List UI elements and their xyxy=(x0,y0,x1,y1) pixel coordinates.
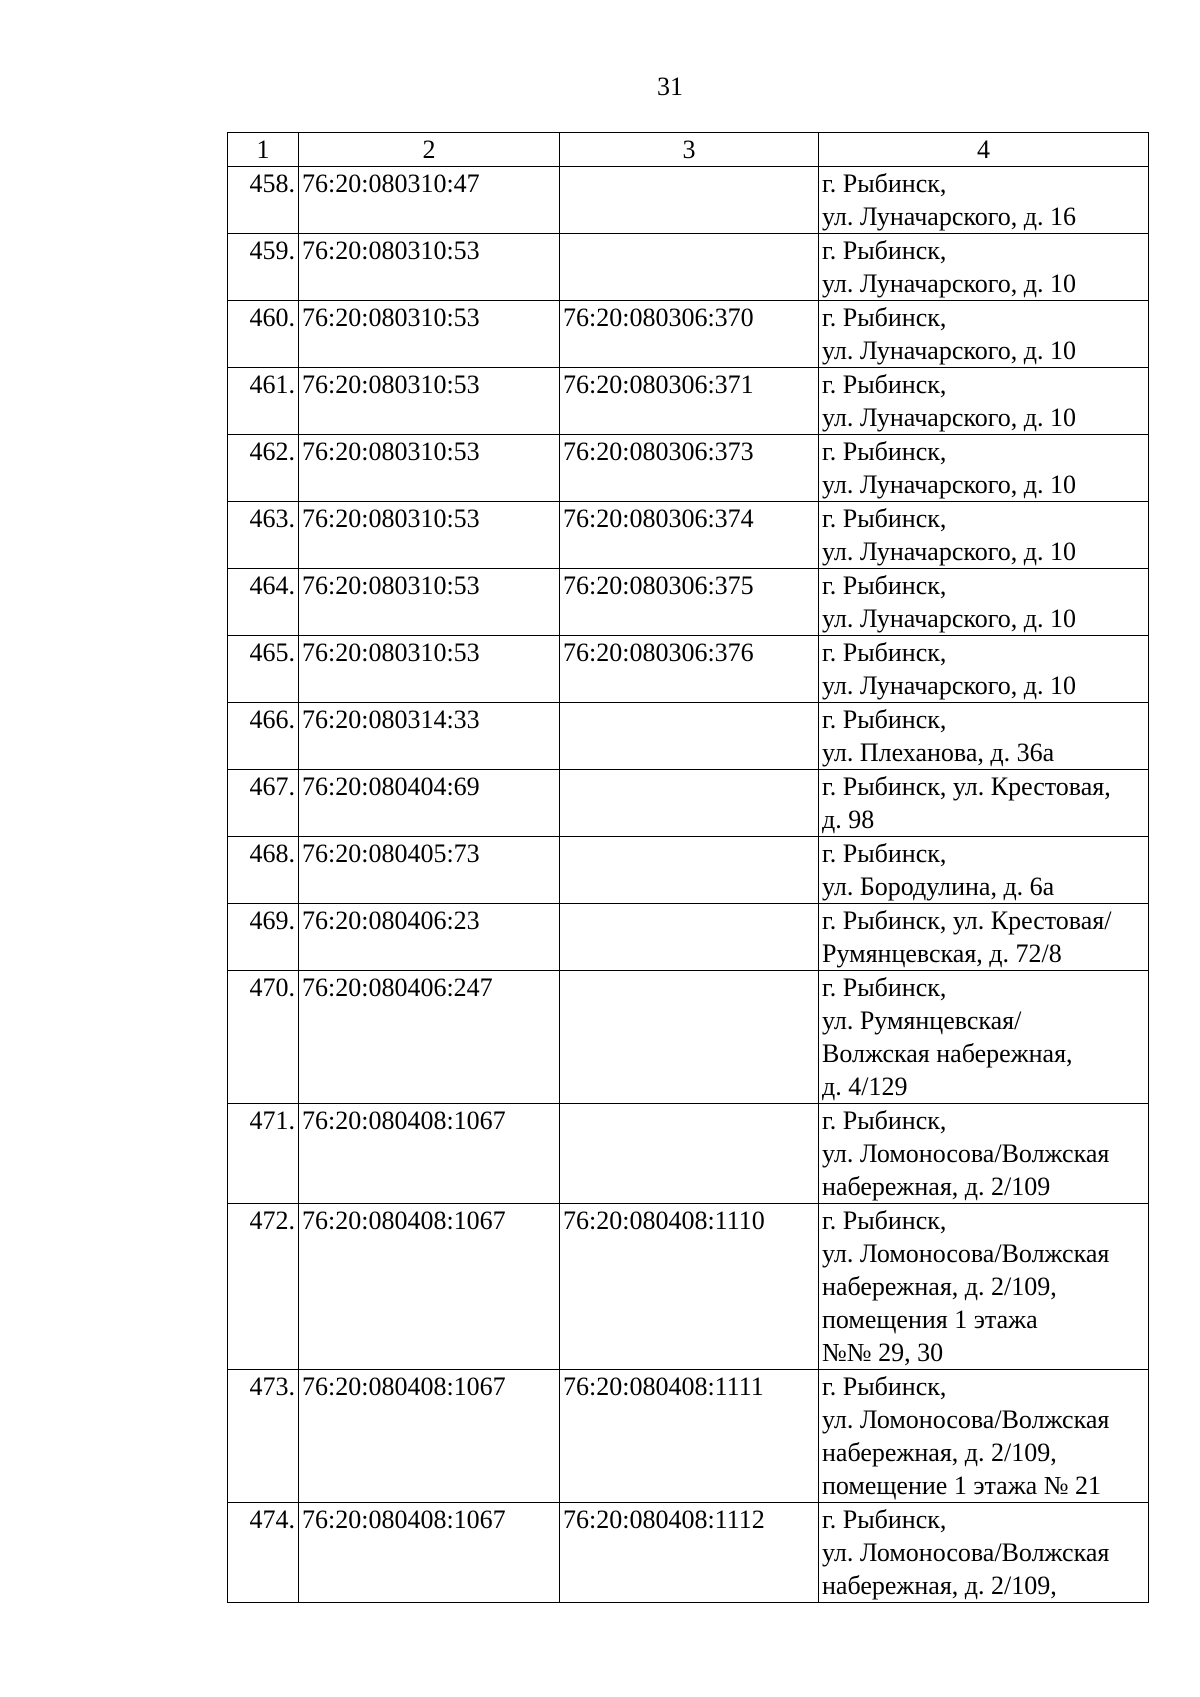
cell-object-cadastral-number: 76:20:080408:1111 xyxy=(560,1370,819,1503)
cell-row-number: 462. xyxy=(228,435,299,502)
cell-address: г. Рыбинск, ул. Ломоносова/Волжская набережная, д. 2/109 xyxy=(819,1104,1149,1204)
cell-row-number: 465. xyxy=(228,636,299,703)
table-header xyxy=(228,133,1149,167)
table-row xyxy=(228,301,1149,368)
column-header-1: 1 xyxy=(228,133,299,167)
cell-row-number: 466. xyxy=(228,703,299,770)
table-row xyxy=(228,167,1149,234)
cell-object-cadastral-number xyxy=(560,971,819,1104)
cell-row-number: 472. xyxy=(228,1204,299,1370)
cell-parcel-cadastral-number: 76:20:080310:53 xyxy=(299,569,560,636)
page-number: 31 xyxy=(657,72,683,101)
cell-row-number: 470. xyxy=(228,971,299,1104)
table-row xyxy=(228,234,1149,301)
table-row xyxy=(228,837,1149,904)
cell-object-cadastral-number: 76:20:080306:373 xyxy=(560,435,819,502)
table-row xyxy=(228,1370,1149,1503)
table-row xyxy=(228,569,1149,636)
cell-parcel-cadastral-number: 76:20:080404:69 xyxy=(299,770,560,837)
cell-parcel-cadastral-number: 76:20:080310:53 xyxy=(299,435,560,502)
cell-row-number: 459. xyxy=(228,234,299,301)
cell-address: г. Рыбинск, ул. Луначарского, д. 10 xyxy=(819,636,1149,703)
header-row xyxy=(228,133,1149,167)
cell-object-cadastral-number xyxy=(560,234,819,301)
cell-row-number: 461. xyxy=(228,368,299,435)
column-header-4: 4 xyxy=(819,133,1149,167)
cell-parcel-cadastral-number: 76:20:080310:53 xyxy=(299,234,560,301)
cell-parcel-cadastral-number: 76:20:080406:23 xyxy=(299,904,560,971)
table-row xyxy=(228,1503,1149,1603)
cell-address: г. Рыбинск, ул. Румянцевская/ Волжская набережная, д. 4/129 xyxy=(819,971,1149,1104)
cell-object-cadastral-number xyxy=(560,770,819,837)
cell-object-cadastral-number: 76:20:080306:371 xyxy=(560,368,819,435)
cell-object-cadastral-number xyxy=(560,904,819,971)
cell-object-cadastral-number: 76:20:080306:375 xyxy=(560,569,819,636)
table-row xyxy=(228,435,1149,502)
cell-address: г. Рыбинск, ул. Луначарского, д. 10 xyxy=(819,569,1149,636)
cell-address: г. Рыбинск, ул. Луначарского, д. 10 xyxy=(819,301,1149,368)
cell-parcel-cadastral-number: 76:20:080406:247 xyxy=(299,971,560,1104)
cell-object-cadastral-number: 76:20:080408:1112 xyxy=(560,1503,819,1603)
cell-object-cadastral-number xyxy=(560,703,819,770)
cell-address: г. Рыбинск, ул. Плеханова, д. 36а xyxy=(819,703,1149,770)
table-row xyxy=(228,703,1149,770)
cell-row-number: 469. xyxy=(228,904,299,971)
cell-row-number: 474. xyxy=(228,1503,299,1603)
cell-address: г. Рыбинск, ул. Луначарского, д. 10 xyxy=(819,435,1149,502)
cell-row-number: 471. xyxy=(228,1104,299,1204)
cell-object-cadastral-number xyxy=(560,837,819,904)
cell-row-number: 460. xyxy=(228,301,299,368)
cell-address: г. Рыбинск, ул. Ломоносова/Волжская набережная, д. 2/109, помещения 1 этажа №№ 29, 30 xyxy=(819,1204,1149,1370)
cell-parcel-cadastral-number: 76:20:080408:1067 xyxy=(299,1104,560,1204)
cell-address: г. Рыбинск, ул. Крестовая/ Румянцевская, д. 72/8 xyxy=(819,904,1149,971)
cell-object-cadastral-number: 76:20:080408:1110 xyxy=(560,1204,819,1370)
table-row xyxy=(228,502,1149,569)
cell-object-cadastral-number: 76:20:080306:376 xyxy=(560,636,819,703)
table-body xyxy=(228,167,1149,1603)
cell-parcel-cadastral-number: 76:20:080405:73 xyxy=(299,837,560,904)
cell-row-number: 458. xyxy=(228,167,299,234)
cell-parcel-cadastral-number: 76:20:080408:1067 xyxy=(299,1370,560,1503)
table-row xyxy=(228,770,1149,837)
cell-address: г. Рыбинск, ул. Бородулина, д. 6а xyxy=(819,837,1149,904)
cell-object-cadastral-number: 76:20:080306:370 xyxy=(560,301,819,368)
cell-address: г. Рыбинск, ул. Ломоносова/Волжская набережная, д. 2/109, xyxy=(819,1503,1149,1603)
table-row xyxy=(228,1104,1149,1204)
column-header-3: 3 xyxy=(560,133,819,167)
cell-parcel-cadastral-number: 76:20:080314:33 xyxy=(299,703,560,770)
cell-object-cadastral-number xyxy=(560,1104,819,1204)
cell-parcel-cadastral-number: 76:20:080310:53 xyxy=(299,502,560,569)
table-row xyxy=(228,368,1149,435)
table-row xyxy=(228,1204,1149,1370)
column-header-2: 2 xyxy=(299,133,560,167)
cell-address: г. Рыбинск, ул. Луначарского, д. 16 xyxy=(819,167,1149,234)
cell-parcel-cadastral-number: 76:20:080310:47 xyxy=(299,167,560,234)
cell-address: г. Рыбинск, ул. Ломоносова/Волжская набережная, д. 2/109, помещение 1 этажа № 21 xyxy=(819,1370,1149,1503)
table-row xyxy=(228,971,1149,1104)
cell-address: г. Рыбинск, ул. Луначарского, д. 10 xyxy=(819,234,1149,301)
cell-parcel-cadastral-number: 76:20:080408:1067 xyxy=(299,1204,560,1370)
cell-parcel-cadastral-number: 76:20:080310:53 xyxy=(299,368,560,435)
registry-table xyxy=(227,132,1149,1603)
cell-row-number: 464. xyxy=(228,569,299,636)
cell-address: г. Рыбинск, ул. Луначарского, д. 10 xyxy=(819,502,1149,569)
cell-row-number: 468. xyxy=(228,837,299,904)
cell-address: г. Рыбинск, ул. Крестовая, д. 98 xyxy=(819,770,1149,837)
cell-row-number: 463. xyxy=(228,502,299,569)
table-row xyxy=(228,636,1149,703)
cell-parcel-cadastral-number: 76:20:080408:1067 xyxy=(299,1503,560,1603)
cell-parcel-cadastral-number: 76:20:080310:53 xyxy=(299,636,560,703)
cell-object-cadastral-number: 76:20:080306:374 xyxy=(560,502,819,569)
cell-row-number: 467. xyxy=(228,770,299,837)
cell-object-cadastral-number xyxy=(560,167,819,234)
table-row xyxy=(228,904,1149,971)
cell-row-number: 473. xyxy=(228,1370,299,1503)
cell-address: г. Рыбинск, ул. Луначарского, д. 10 xyxy=(819,368,1149,435)
cell-parcel-cadastral-number: 76:20:080310:53 xyxy=(299,301,560,368)
